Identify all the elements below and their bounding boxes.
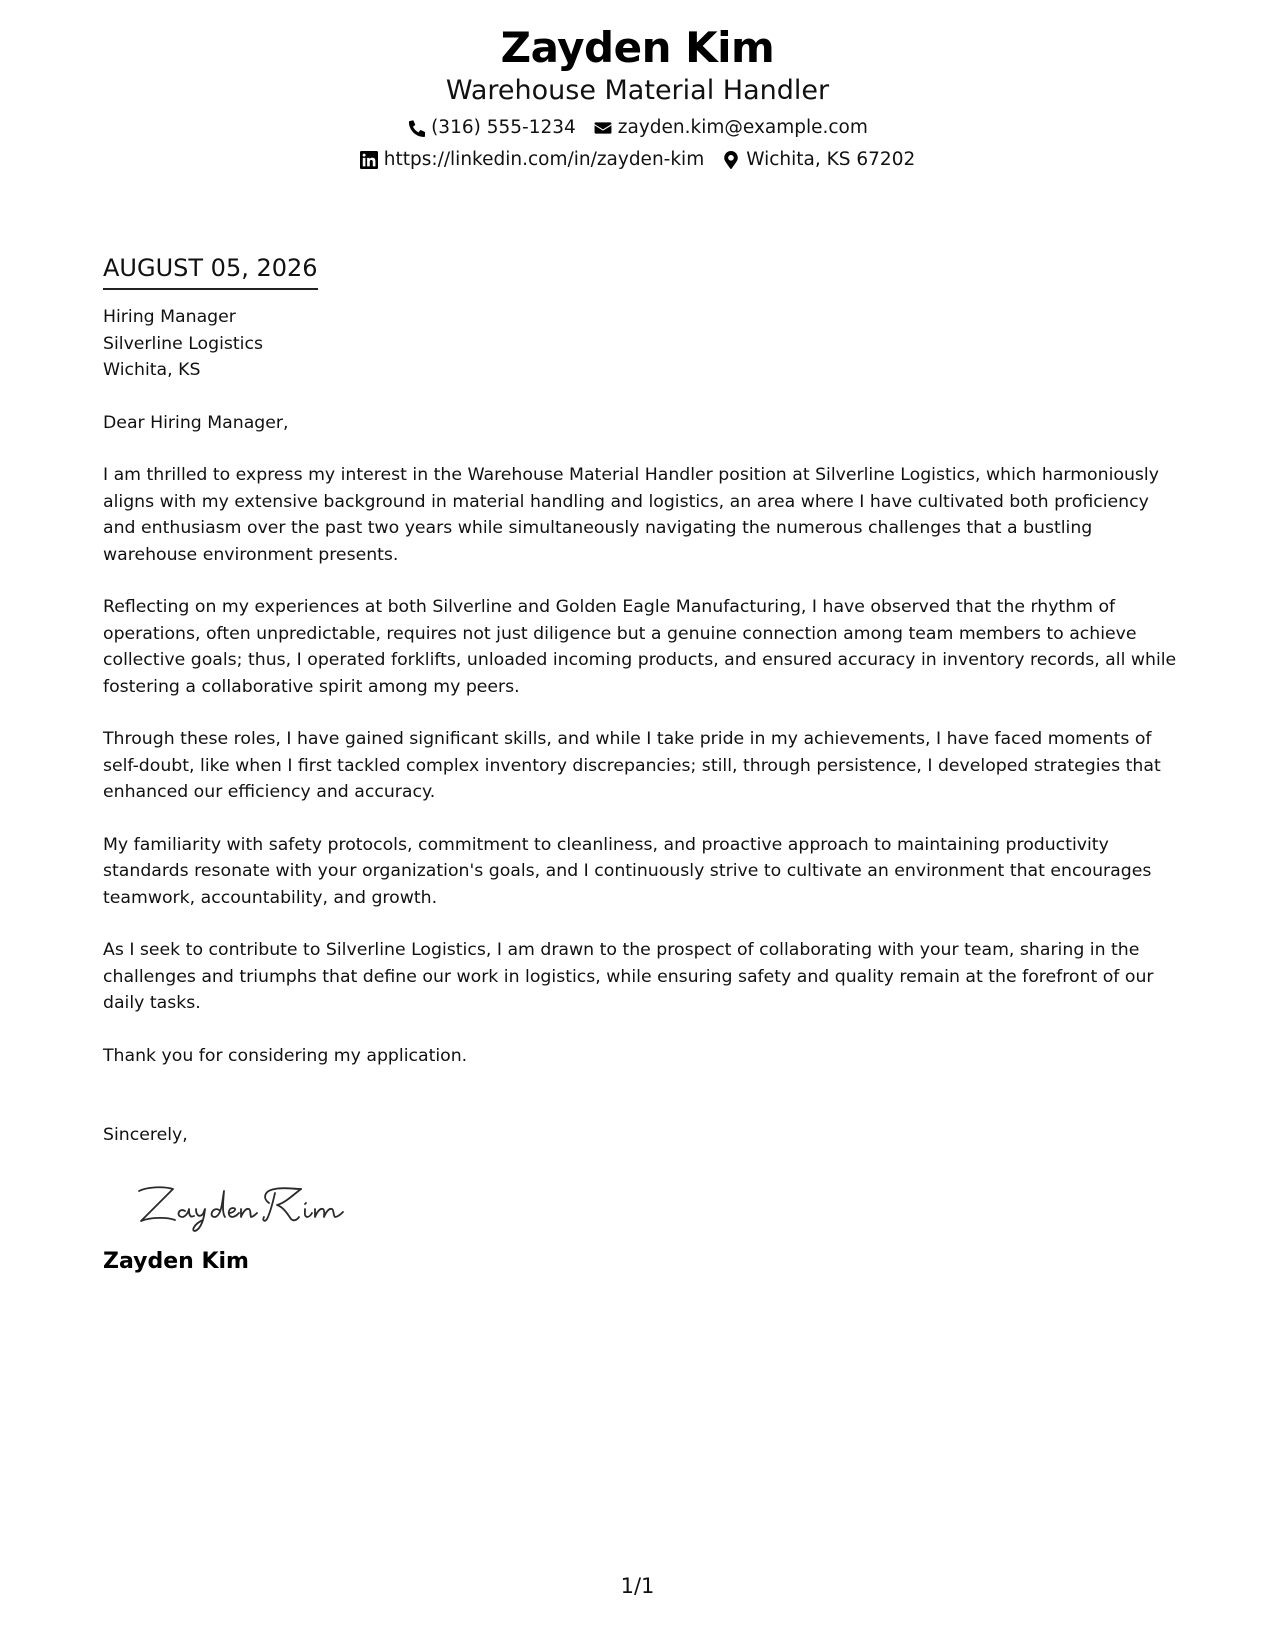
- contact-phone: [407, 114, 576, 142]
- body-paragraph: As I seek to contribute to Silverline Logistics, I am drawn to the prospect of collaborating with your team, sharing in the challenges and triumphs that define our work in logistics, while ensuring safety and quality remain at the forefront of our daily tasks.: [103, 940, 1154, 1013]
- handwritten-signature: [133, 1177, 373, 1233]
- linkedin-text: https://linkedin.com/in/zayden-kim: [383, 149, 705, 170]
- recipient-line: Hiring Manager: [103, 307, 236, 327]
- page-number: 1/1: [620, 1574, 655, 1598]
- greeting: Dear Hiring Manager,: [103, 412, 289, 433]
- contact-row-secondary: [0, 144, 1275, 176]
- contact-email[interactable]: [594, 114, 868, 142]
- applicant-name: Zayden Kim: [500, 23, 775, 72]
- phone-icon: [407, 119, 425, 137]
- map-marker-icon: [722, 151, 740, 169]
- letter-date: AUGUST 05, 2026: [103, 252, 318, 290]
- recipient-line: Wichita, KS: [103, 360, 201, 380]
- location-text: Wichita, KS 67202: [746, 149, 916, 170]
- body-paragraph: My familiarity with safety protocols, commitment to cleanliness, and proactive approach to maintaining productivity standards resonate with your organization's goals, and I continuously strive to cultivate an environment that encourages teamwork, accountability, and growth.: [103, 834, 1152, 908]
- contact-location: [722, 146, 915, 174]
- contact-row-primary: [0, 112, 1275, 144]
- letter-body: [103, 252, 1183, 1277]
- body-paragraph: I am thrilled to express my interest in the Warehouse Material Handler position at Silverline Logistics, which harmoniously aligns with my extensive background in material handling and logistics, an area where I have cultivated both proficiency and enthusiasm over the past two years while simultaneously navigating the numerous challenges that a bustling warehouse environment presents.: [103, 465, 1159, 565]
- signed-name: Zayden Kim: [103, 1248, 249, 1274]
- envelope-icon: [594, 119, 612, 137]
- contact-linkedin[interactable]: [360, 146, 704, 174]
- body-paragraph: Reflecting on my experiences at both Silverline and Golden Eagle Manufacturing, I have observed that the rhythm of operations, often unpredictable, requires not just diligence but a genuine connection among team members to achieve collective goals; thus, I operated forklifts, unloaded incoming products, and ensured accuracy in inventory records, all while fostering a collaborative spirit among my peers.: [103, 597, 1177, 697]
- recipient-block: [103, 304, 1183, 384]
- job-title: Warehouse Material Handler: [445, 75, 830, 106]
- email-text: zayden.kim@example.com: [617, 117, 868, 138]
- phone-text: (316) 555-1234: [431, 117, 576, 138]
- letter-header: [0, 22, 1275, 176]
- closing: Sincerely,: [103, 1125, 188, 1145]
- recipient-line: Silverline Logistics: [103, 333, 263, 354]
- linkedin-icon: [360, 151, 378, 169]
- body-paragraph: Through these roles, I have gained significant skills, and while I take pride in my achievements, I have faced moments of self-doubt, like when I first tackled complex inventory discrepancies; still, through persistence, I developed strategies that enhanced our efficiency and accuracy.: [103, 729, 1161, 802]
- body-paragraph: Thank you for considering my application.: [103, 1045, 468, 1066]
